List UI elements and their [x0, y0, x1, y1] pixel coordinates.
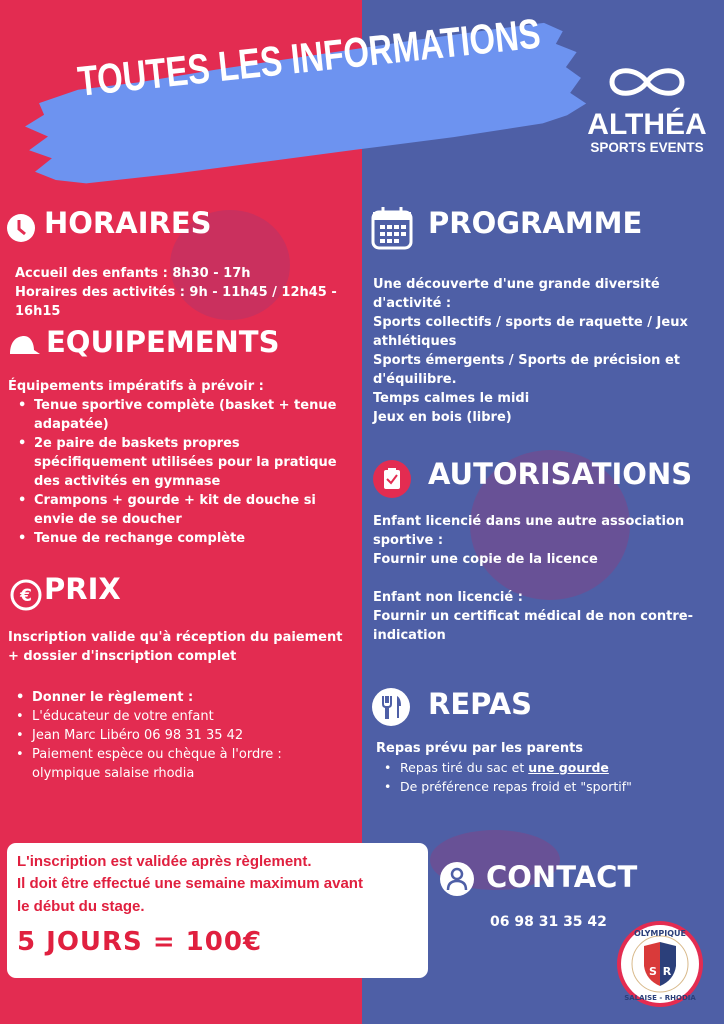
repas-item-emphasis: une gourde [528, 760, 609, 775]
price-label: 5 JOURS = 100€ [17, 927, 263, 957]
equipements-item: • Crampons + gourde + kit de douche si envie de se doucher [34, 491, 356, 529]
logo-brand: ALTHÉA [587, 108, 707, 141]
prix-item: • Paiement espèce ou chèque à l'ordre : olympique salaise rhodia [32, 745, 353, 783]
equipements-intro: Équipements impératifs à prévoir : [8, 379, 264, 394]
programme-line: Sports collectifs / sports de raquette / Jeux athlétiques [373, 315, 688, 349]
repas-item [400, 758, 716, 777]
badge-top-text: OLYMPIQUE [633, 929, 687, 938]
horaires-line: 16h15 [15, 304, 61, 319]
horaires-line: Accueil des enfants : 8h30 - 17h [15, 266, 251, 281]
horaires-heading: HORAIRES [44, 206, 212, 240]
equipements-item: • Tenue de rechange complète [34, 529, 356, 548]
prix-heading: PRIX [44, 572, 121, 606]
contact-heading: CONTACT [486, 860, 638, 894]
autorisations-line: Fournir un certificat médical de non contre-indication [373, 609, 694, 643]
programme-line: Jeux en bois (libre) [373, 410, 512, 425]
notice-line: Il doit être effectué une semaine maximum avant [17, 875, 363, 892]
althea-logo [580, 62, 714, 155]
infinity-loop-icon [602, 62, 692, 104]
equipements-item: • 2e paire de baskets propres spécifiquement utilisées pour la pratique des activités en gymnase [34, 434, 356, 491]
calendar-icon [370, 205, 414, 251]
autorisations-line: Fournir une copie de la licence [373, 552, 598, 567]
cutlery-icon [372, 688, 410, 726]
svg-text:€: € [20, 586, 32, 606]
prix-intro: Inscription valide qu'à réception du paiement + dossier d'inscription complet [8, 630, 343, 664]
repas-item: • De préférence repas froid et "sportif" [400, 777, 716, 796]
repas-intro: Repas prévu par les parents [376, 741, 584, 756]
prix-list [8, 688, 353, 783]
notice-line: L'inscription est validée après règlement. [17, 853, 312, 870]
autorisations-line: Enfant non licencié : [373, 590, 523, 605]
repas-heading: REPAS [428, 687, 533, 721]
repas-text [376, 739, 716, 796]
clock-icon [6, 213, 36, 243]
club-badge [616, 920, 704, 1008]
page-title: TOUTES LES INFORMATIONS [75, 9, 543, 105]
notice-box [7, 843, 428, 978]
programme-line: Sports émergents / Sports de précision et d'équilibre. [373, 353, 680, 387]
cap-icon [6, 334, 40, 358]
autorisations-text [373, 512, 718, 645]
user-icon [440, 862, 474, 896]
programme-line: Temps calmes le midi [373, 391, 530, 406]
programme-text [373, 275, 713, 427]
notice-line: le début du stage. [17, 898, 145, 915]
prix-item: • L'éducateur de votre enfant [32, 707, 353, 726]
badge-bottom-text: SALAISE - RHODIA [624, 994, 696, 1002]
autorisations-line: Enfant licencié dans une autre association sportive : [373, 514, 685, 548]
equipements-heading: EQUIPEMENTS [46, 325, 280, 359]
horaires-text [15, 264, 360, 321]
programme-line: Une découverte d'une grande diversité d'activité : [373, 277, 660, 311]
clipboard-check-icon [373, 460, 411, 498]
prix-item: • Donner le règlement : [32, 688, 353, 707]
logo-tagline: SPORTS EVENTS [590, 140, 704, 155]
autorisations-heading: AUTORISATIONS [428, 457, 693, 491]
badge-letters: S [649, 965, 657, 978]
programme-heading: PROGRAMME [428, 206, 643, 240]
repas-item-text: Repas tiré du sac et [400, 760, 529, 775]
equipements-item: • Tenue sportive complète (basket + tenue adapatée) [34, 396, 356, 434]
equipements-text [8, 377, 356, 548]
contact-phone: 06 98 31 35 42 [490, 914, 607, 930]
svg-text:R: R [662, 965, 672, 978]
euro-icon [10, 579, 42, 611]
horaires-line: Horaires des activités : 9h - 11h45 / 12h45 - [15, 285, 337, 300]
prix-item: • Jean Marc Libéro 06 98 31 35 42 [32, 726, 353, 745]
